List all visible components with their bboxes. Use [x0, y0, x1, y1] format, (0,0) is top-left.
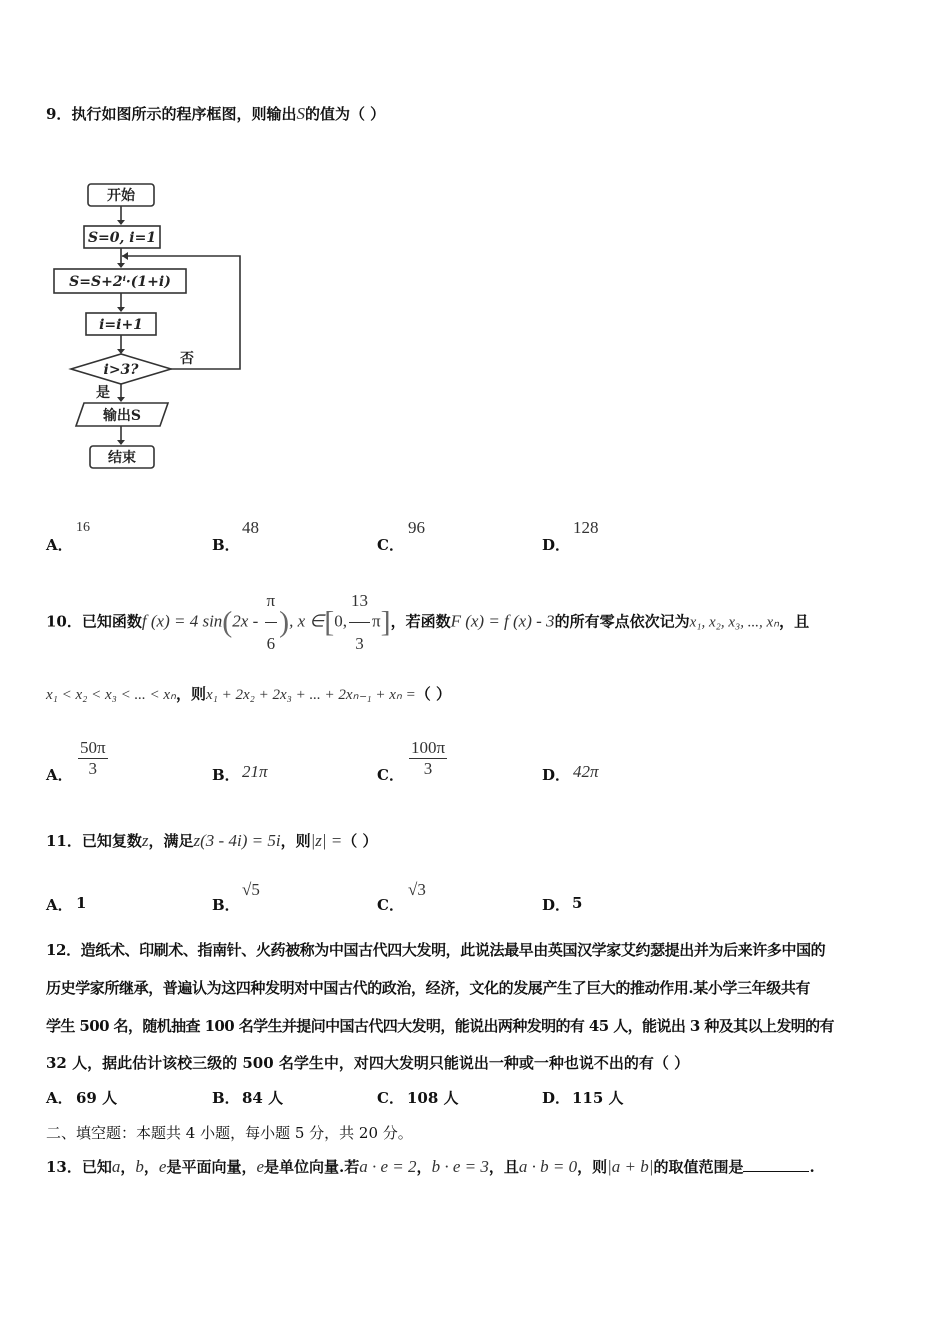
- q13-text-a: 已知: [81, 1158, 112, 1176]
- q9-option-a-label: A．: [46, 536, 73, 554]
- q11-option-c-label: C．: [377, 896, 404, 914]
- q11-option-d-value: 5: [572, 894, 583, 912]
- q9-option-d-label: D．: [542, 536, 571, 554]
- q10-text-c: 的所有零点依次记为: [554, 612, 690, 631]
- q12-option-b-label: B．: [212, 1089, 240, 1107]
- flow-yes-label: 是: [96, 385, 110, 401]
- q13-var-e: e: [158, 1157, 167, 1176]
- q12-line-3: 学生 500 名，随机抽查 100 名学生并提问中国古代四大发明，能说出两种发明的有 45 人，能说出 3 种及其以上发明的有: [46, 1017, 834, 1035]
- q13-text-d: ，且: [488, 1158, 519, 1176]
- section-2-heading: 二、填空题：本题共 4 小题，每小题 5 分，共 20 分。: [46, 1124, 413, 1142]
- q11-option-c-value: √3: [408, 880, 426, 899]
- q11-option-a-label: A．: [46, 896, 73, 914]
- q13-number: 13．: [46, 1158, 82, 1176]
- q10-text-d: ，且: [779, 612, 810, 631]
- q9-option-c-value: 96: [408, 518, 425, 537]
- q10-interval-pi: π: [371, 611, 381, 631]
- q11-option-b-label: B．: [212, 896, 240, 914]
- q13-var-b: b: [135, 1157, 144, 1176]
- q10-func: f (x) = 4 sin: [141, 611, 223, 631]
- q12-option-a-label: A．: [46, 1089, 73, 1107]
- q10-pi-frac: $\frac{\pi}{6}$: [265, 580, 278, 665]
- q13-text-c: 是单位向量.若: [264, 1158, 360, 1176]
- q12-option-b-value: 84 人: [242, 1089, 284, 1107]
- q13-absab: |a + b|: [607, 1157, 654, 1176]
- q13-text-e: ，则: [577, 1158, 608, 1176]
- q13-e: e: [256, 1157, 265, 1176]
- q13-text-f: 的取值范围是: [653, 1158, 744, 1176]
- flow-end-text: 结束: [108, 450, 136, 466]
- q11-abs: |z| =: [310, 831, 343, 850]
- q10-inner: 2x -: [232, 611, 263, 631]
- q12-line-1: 12．造纸术、印刷术、指南针、火药被称为中国古代四大发明，此说法最早由英国汉学家艾约瑟提出并为后来许多中国的: [46, 941, 826, 959]
- q9-flowchart: [40, 175, 255, 485]
- q11-option-a-value: 1: [76, 894, 87, 912]
- q9-option-a-value: 16: [76, 520, 90, 535]
- q12-line-2: 历史学家所继承，普遍认为这四种发明对中国古代的政治，经济，文化的发展产生了巨大的推动作用.某小学三年级共有: [46, 979, 811, 997]
- q13-ab: a · b = 0: [518, 1157, 578, 1176]
- flow-increment-text: i=i+1: [99, 317, 143, 333]
- q10-domain: , x ∈: [289, 611, 325, 631]
- q10-option-a-label: A．: [46, 766, 73, 784]
- q10-option-c-label: C．: [377, 766, 404, 784]
- flow-no-label: 否: [180, 351, 194, 367]
- q11-text-a: 已知复数: [81, 832, 142, 850]
- q10-option-b-label: B．: [212, 766, 240, 784]
- q13-text-b: 是平面向量，: [166, 1158, 257, 1176]
- q12-option-c-label: C．: [377, 1089, 404, 1107]
- q10-text-e: ，则: [176, 685, 207, 703]
- q13-stem: 13．已知a，b，e是平面向量，e是单位向量.若a · e = 2，b · e = 3，且a · b = 0，则|a + b|的取值范围是 .: [46, 1157, 815, 1176]
- q9-option-d-value: 128: [573, 518, 599, 537]
- q10-number: 10．: [46, 612, 82, 631]
- q10-interval-frac: $\frac{13}{3}$: [349, 580, 370, 665]
- q12-line-4: 32 人，据此估计该校三级的 500 名学生中，对四大发明只能说出一种或一种也说不出的有（ ）: [46, 1054, 690, 1072]
- q9-option-b-value: 48: [242, 518, 259, 537]
- flow-output-text: 输出S: [102, 408, 142, 424]
- q12-option-d-value: 115 人: [572, 1089, 624, 1107]
- q10-option-b-value: 21π: [242, 762, 268, 781]
- q10-option-d-value: 42π: [573, 762, 599, 781]
- q10-option-d-label: D．: [542, 766, 571, 784]
- q11-paren: （ ）: [342, 832, 378, 850]
- q10-option-c-frac: $\frac{100\pi}{3}$: [411, 738, 446, 778]
- q11-z: z: [141, 831, 149, 850]
- q12-option-c-value: 108 人: [407, 1089, 459, 1107]
- q13-answer-blank[interactable]: [743, 1157, 809, 1172]
- q10-F-expr: F (x) = f (x) - 3: [450, 611, 555, 631]
- q11-stem: [46, 830, 378, 851]
- q10-text-a: 已知函数: [81, 612, 142, 631]
- q9-text: 执行如图所示的程序框图，则输出: [71, 105, 297, 123]
- q11-text-b: ，满足: [148, 832, 194, 850]
- q9-stem: [46, 103, 385, 124]
- q11-text-c: ，则: [280, 832, 311, 850]
- q12-option-a-value: 69 人: [76, 1089, 118, 1107]
- q11-option-b-value: √5: [242, 880, 260, 899]
- flow-update-text: S=S+2ⁱ·(1+i): [69, 274, 171, 290]
- q13-end: .: [809, 1158, 815, 1176]
- q13-be: b · e = 3: [431, 1157, 489, 1176]
- q11-eq: z(3 - 4i) = 5i: [193, 831, 281, 850]
- q12-option-d-label: D．: [542, 1089, 571, 1107]
- q10-sum: x₁ + 2x₂ + 2x₃ + ... + 2xₙ₋₁ + xₙ =: [206, 687, 416, 703]
- q10-zeros: x₁, x₂, x₃, ..., xₙ: [689, 614, 780, 631]
- flow-start-text: 开始: [107, 188, 135, 204]
- q13-ae: a · e = 2: [359, 1157, 417, 1176]
- q11-number: 11．: [46, 832, 82, 850]
- q10-order: x₁ < x₂ < x₃ < ... < xₙ: [46, 687, 176, 703]
- q9-option-b-label: B．: [212, 536, 240, 554]
- q9-text-end: 的值为（ ）: [304, 105, 386, 123]
- q10-option-a-frac: $\frac{50\pi}{3}$: [80, 738, 106, 778]
- q10-text-b: ，若函数: [390, 612, 451, 631]
- q10-interval-start: 0,: [334, 611, 347, 631]
- flow-init-text: S=0, i=1: [87, 230, 157, 246]
- q9-number: 9．: [46, 105, 72, 123]
- q10-paren: （ ）: [415, 685, 452, 703]
- q13-var-a: a: [111, 1157, 121, 1176]
- flow-condition-text: i>3?: [103, 362, 139, 378]
- q9-var: S: [296, 104, 305, 123]
- q11-option-d-label: D．: [542, 896, 571, 914]
- q9-option-c-label: C．: [377, 536, 404, 554]
- q10-stem-line2: [46, 683, 451, 704]
- q10-stem-line1: 10．已知函数f (x) = 4 sin(2x - $\frac{\pi}{6}$ ), x ∈[0, $\frac{13}{3}$ π]，若函数F (x) = f (x) - 3的所有零点依次记为x₁, x₂, x₃, ..., xₙ，且: [46, 580, 809, 665]
